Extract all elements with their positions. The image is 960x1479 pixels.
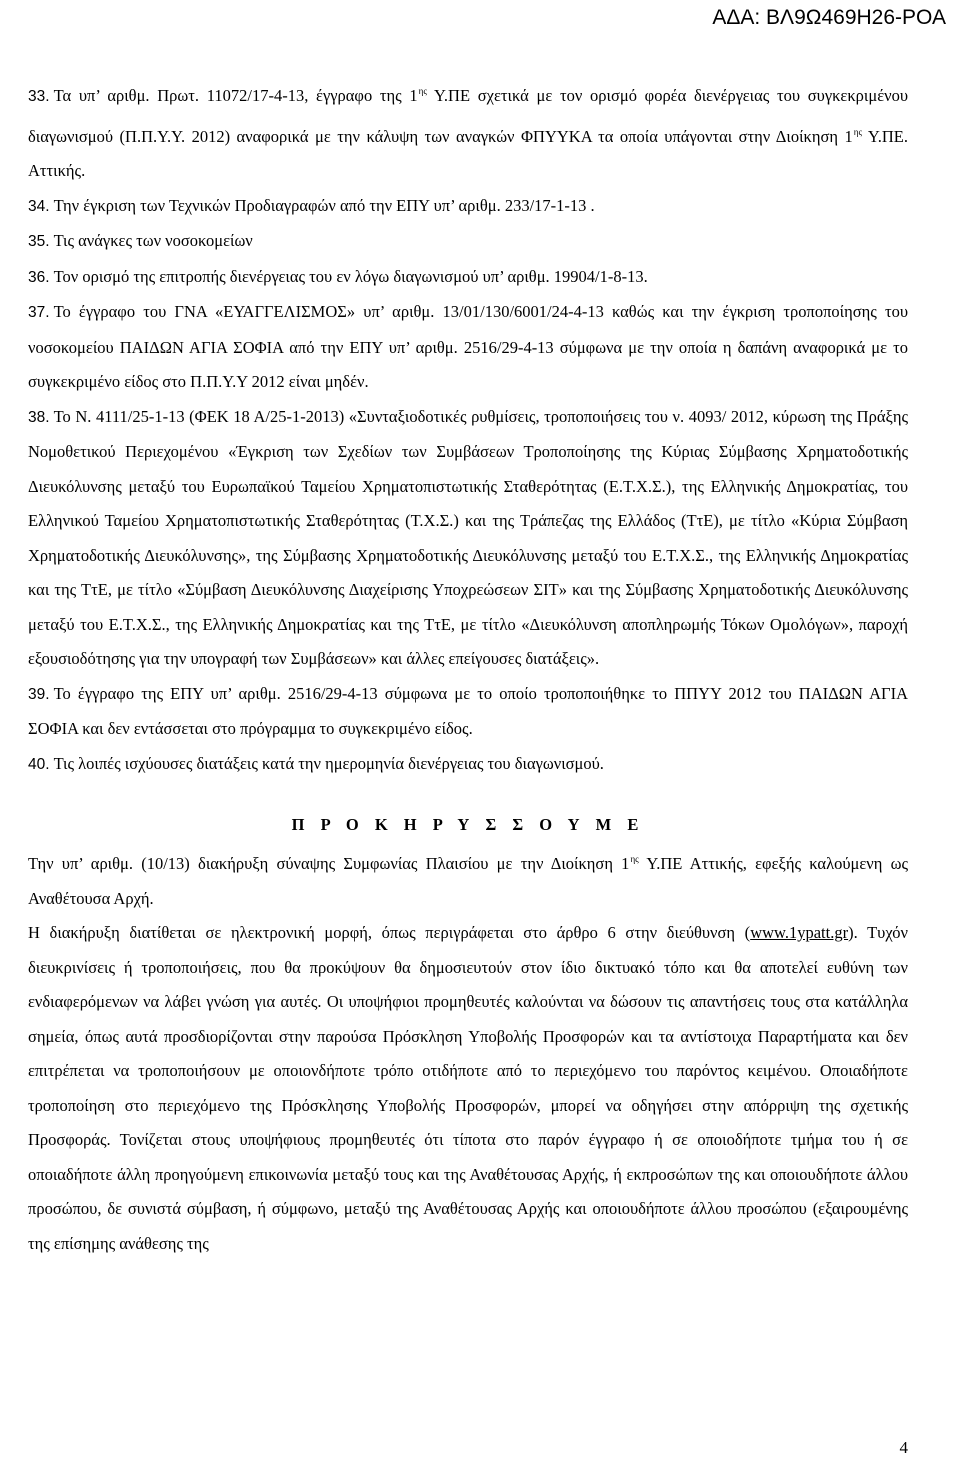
item-number: 37. — [28, 304, 50, 321]
list-item-36: 36. Τον ορισμό της επιτροπής διενέργειας του εν λόγω διαγωνισμού υπ’ αριθμ. 19904/1-8-13. — [28, 266, 648, 286]
list-item-33: 33. Τα υπ’ αριθμ. Πρωτ. 11072/17-4-13, έγγραφο της $1^{\eta\varsigma}$ Υ.ΠΕ σχετικά με τον ορισμό φορέα διενέργειας του συγκεκριμένου διαγωνισμού (Π.Π.Υ.Υ. 2012) αναφορικά με την κάλυψη των αναγκών ΦΠΥΥΚΑ τα οποία υπάγονται στην Διοίκηση $1^{\eta\varsigma}$ Υ.ΠΕ. Αττικής. — [28, 86, 908, 180]
item-number: 35. — [28, 233, 50, 250]
item-number: 39. — [28, 685, 50, 703]
item-number: 38. — [28, 408, 50, 426]
document-body — [28, 74, 908, 1261]
list-item-35: 35. Τις ανάγκες των νοσοκομείων — [28, 231, 253, 250]
website-link[interactable]: www.1ypatt.gr — [750, 923, 849, 942]
list-item-34: 34. Την έγκριση των Τεχνικών Προδιαγραφών από την ΕΠΥ υπ’ αριθμ. 233/17-1-13 . — [28, 195, 595, 215]
proclamation-paragraph-2: Η διακήρυξη διατίθεται σε ηλεκτρονική μορφή, όπως περιγράφεται στο άρθρο 6 στην διεύθυνση (www.1ypatt.gr). Τυχόν διευκρινίσεις ή τροποποιήσεις, που θα προκύψουν θα δημοσιευτούν στον ίδιο δικτυακό τόπο και θα αποτελεί ευθύνη των ενδιαφερόμενων να λάβει γνώση για αυτές. Οι υποψήφιοι προμηθευτές καλούνται να δώσουν τις απαντήσεις τους στα κατάλληλα σημεία, όπως αυτά προσδιορίζονται στην παρούσα Πρόσκληση Υποβολής Προσφορών και τα αντίστοιχα Παραρτήματα και δεν επιτρέπεται να τροποποιήσουν με οποιονδήποτε τρόπο οτιδήποτε από το περιεχόμενο του παρόντος κειμένου. Οποιαδήποτε τροποποίηση στο περιεχόμενο της Πρόσκλησης Υποβολής Προσφορών, μπορεί να οδηγήσει στην απόρριψη της σχετικής Προσφοράς. Τονίζεται στους υποψήφιους προμηθευτές ότι τίποτα στο παρόν έγγραφο ή σε οποιοδήποτε τμήμα του ή σε οποιαδήποτε άλλη προηγούμενη επικοινωνία μεταξύ τους και της Αναθέτουσας Αρχής, ή εκπροσώπων της και οποιουδήποτε άλλου προσώπου, δε συνιστά σύμβαση, ή σύμφωνο, μεταξύ της Αναθέτουσας Αρχής και οποιουδήποτε άλλου προσώπου (εξαιρουμένης της επίσημης ανάθεσης της — [28, 923, 908, 1253]
list-item-40: 40. Τις λοιπές ισχύουσες διατάξεις κατά την ημερομηνία διενέργειας του διαγωνισμού. — [28, 753, 604, 773]
proclamation-heading: Π Ρ Ο Κ Η Ρ Υ Σ Σ Ο Υ Μ Ε — [291, 815, 645, 834]
page-number: 4 — [899, 1438, 908, 1457]
list-item-38: 38. Το Ν. 4111/25-1-13 (ΦΕΚ 18 Α/25-1-2013) «Συνταξιοδοτικές ρυθμίσεις, τροποποιήσεις του ν. 4093/ 2012, κύρωση της Πράξης Νομοθετικού Περιεχομένου «Έγκριση των Σχεδίων των Συμβάσεων Τροποποίησης της Κύριας Σύμβασης Χρηματοδοτικής Διευκόλυνσης μεταξύ του Ευρωπαϊκού Ταμείου Χρηματοπιστωτικής Σταθερότητας (Ε.Τ.Χ.Σ.), της Ελληνικής Δημοκρατίας, του Ελληνικού Ταμείου Χρηματοπιστωτικής Σταθερότητας (Τ.Χ.Σ.) και της Τράπεζας της Ελλάδος (ΤτΕ), με τίτλο «Κύρια Σύμβαση Χρηματοδοτικής Διευκόλυνσης», της Σύμβασης Χρηματοδοτικής Διευκόλυνσης μεταξύ του Ε.Τ.Χ.Σ., της Ελληνικής Δημοκρατίας και της ΤτΕ, με τίτλο «Σύμβαση Διευκόλυνσης Διαχείρισης Υποχρεώσεων ΣΙΤ» και της Σύμβασης Χρηματοδοτικής Διευκόλυνσης μεταξύ του Ε.Τ.Χ.Σ., της Ελληνικής Δημοκρατίας και της ΤτΕ, με τίτλο «Διευκόλυνση αποπληρωμής Τόκων Ομολόγων», παροχή εξουσιοδότησης για την υπογραφή των Συμβάσεων» και άλλες επείγουσες διατάξεις». — [28, 406, 908, 668]
ada-code: ΑΔΑ: ΒΛ9Ω469Η26-ΡΟΑ — [712, 6, 946, 29]
list-item-39: 39. Το έγγραφο της ΕΠΥ υπ’ αριθμ. 2516/29-4-13 σύμφωνα με το οποίο τροποποιήθηκε το ΠΠΥΥ 2012 του ΠΑΙΔΩΝ ΑΓΙΑ ΣΟΦΙΑ και δεν εντάσσεται στο πρόγραμμα το συγκεκριμένο είδος. — [28, 683, 908, 738]
item-number: 40. — [28, 755, 50, 773]
item-number: 34. — [28, 197, 50, 215]
item-number: 36. — [28, 268, 50, 286]
item-number: 33. — [28, 88, 50, 105]
proclamation-paragraph-1: Την υπ’ αριθμ. (10/13) διακήρυξη σύναψης Συμφωνίας Πλαισίου με την Διοίκηση $1^{\eta\varsigma}$ Υ.ΠΕ Αττικής, εφεξής καλούμενη ως Αναθέτουσα Αρχή. — [28, 854, 908, 908]
list-item-37: 37. Το έγγραφο του ΓΝΑ «ΕΥΑΓΓΕΛΙΣΜΟΣ» υπ’ αριθμ. 13/01/130/6001/24-4-13 καθώς και την έγκριση τροποποίησης του νοσοκομείου ΠΑΙΔΩΝ ΑΓΙΑ ΣΟΦΙΑ από την ΕΠΥ υπ’ αριθμ. 2516/29-4-13 σύμφωνα με την οποία η δαπάνη αναφορικά με το συγκεκριμένο είδος στο Π.Π.Υ.Υ 2012 είναι μηδέν. — [28, 302, 908, 391]
